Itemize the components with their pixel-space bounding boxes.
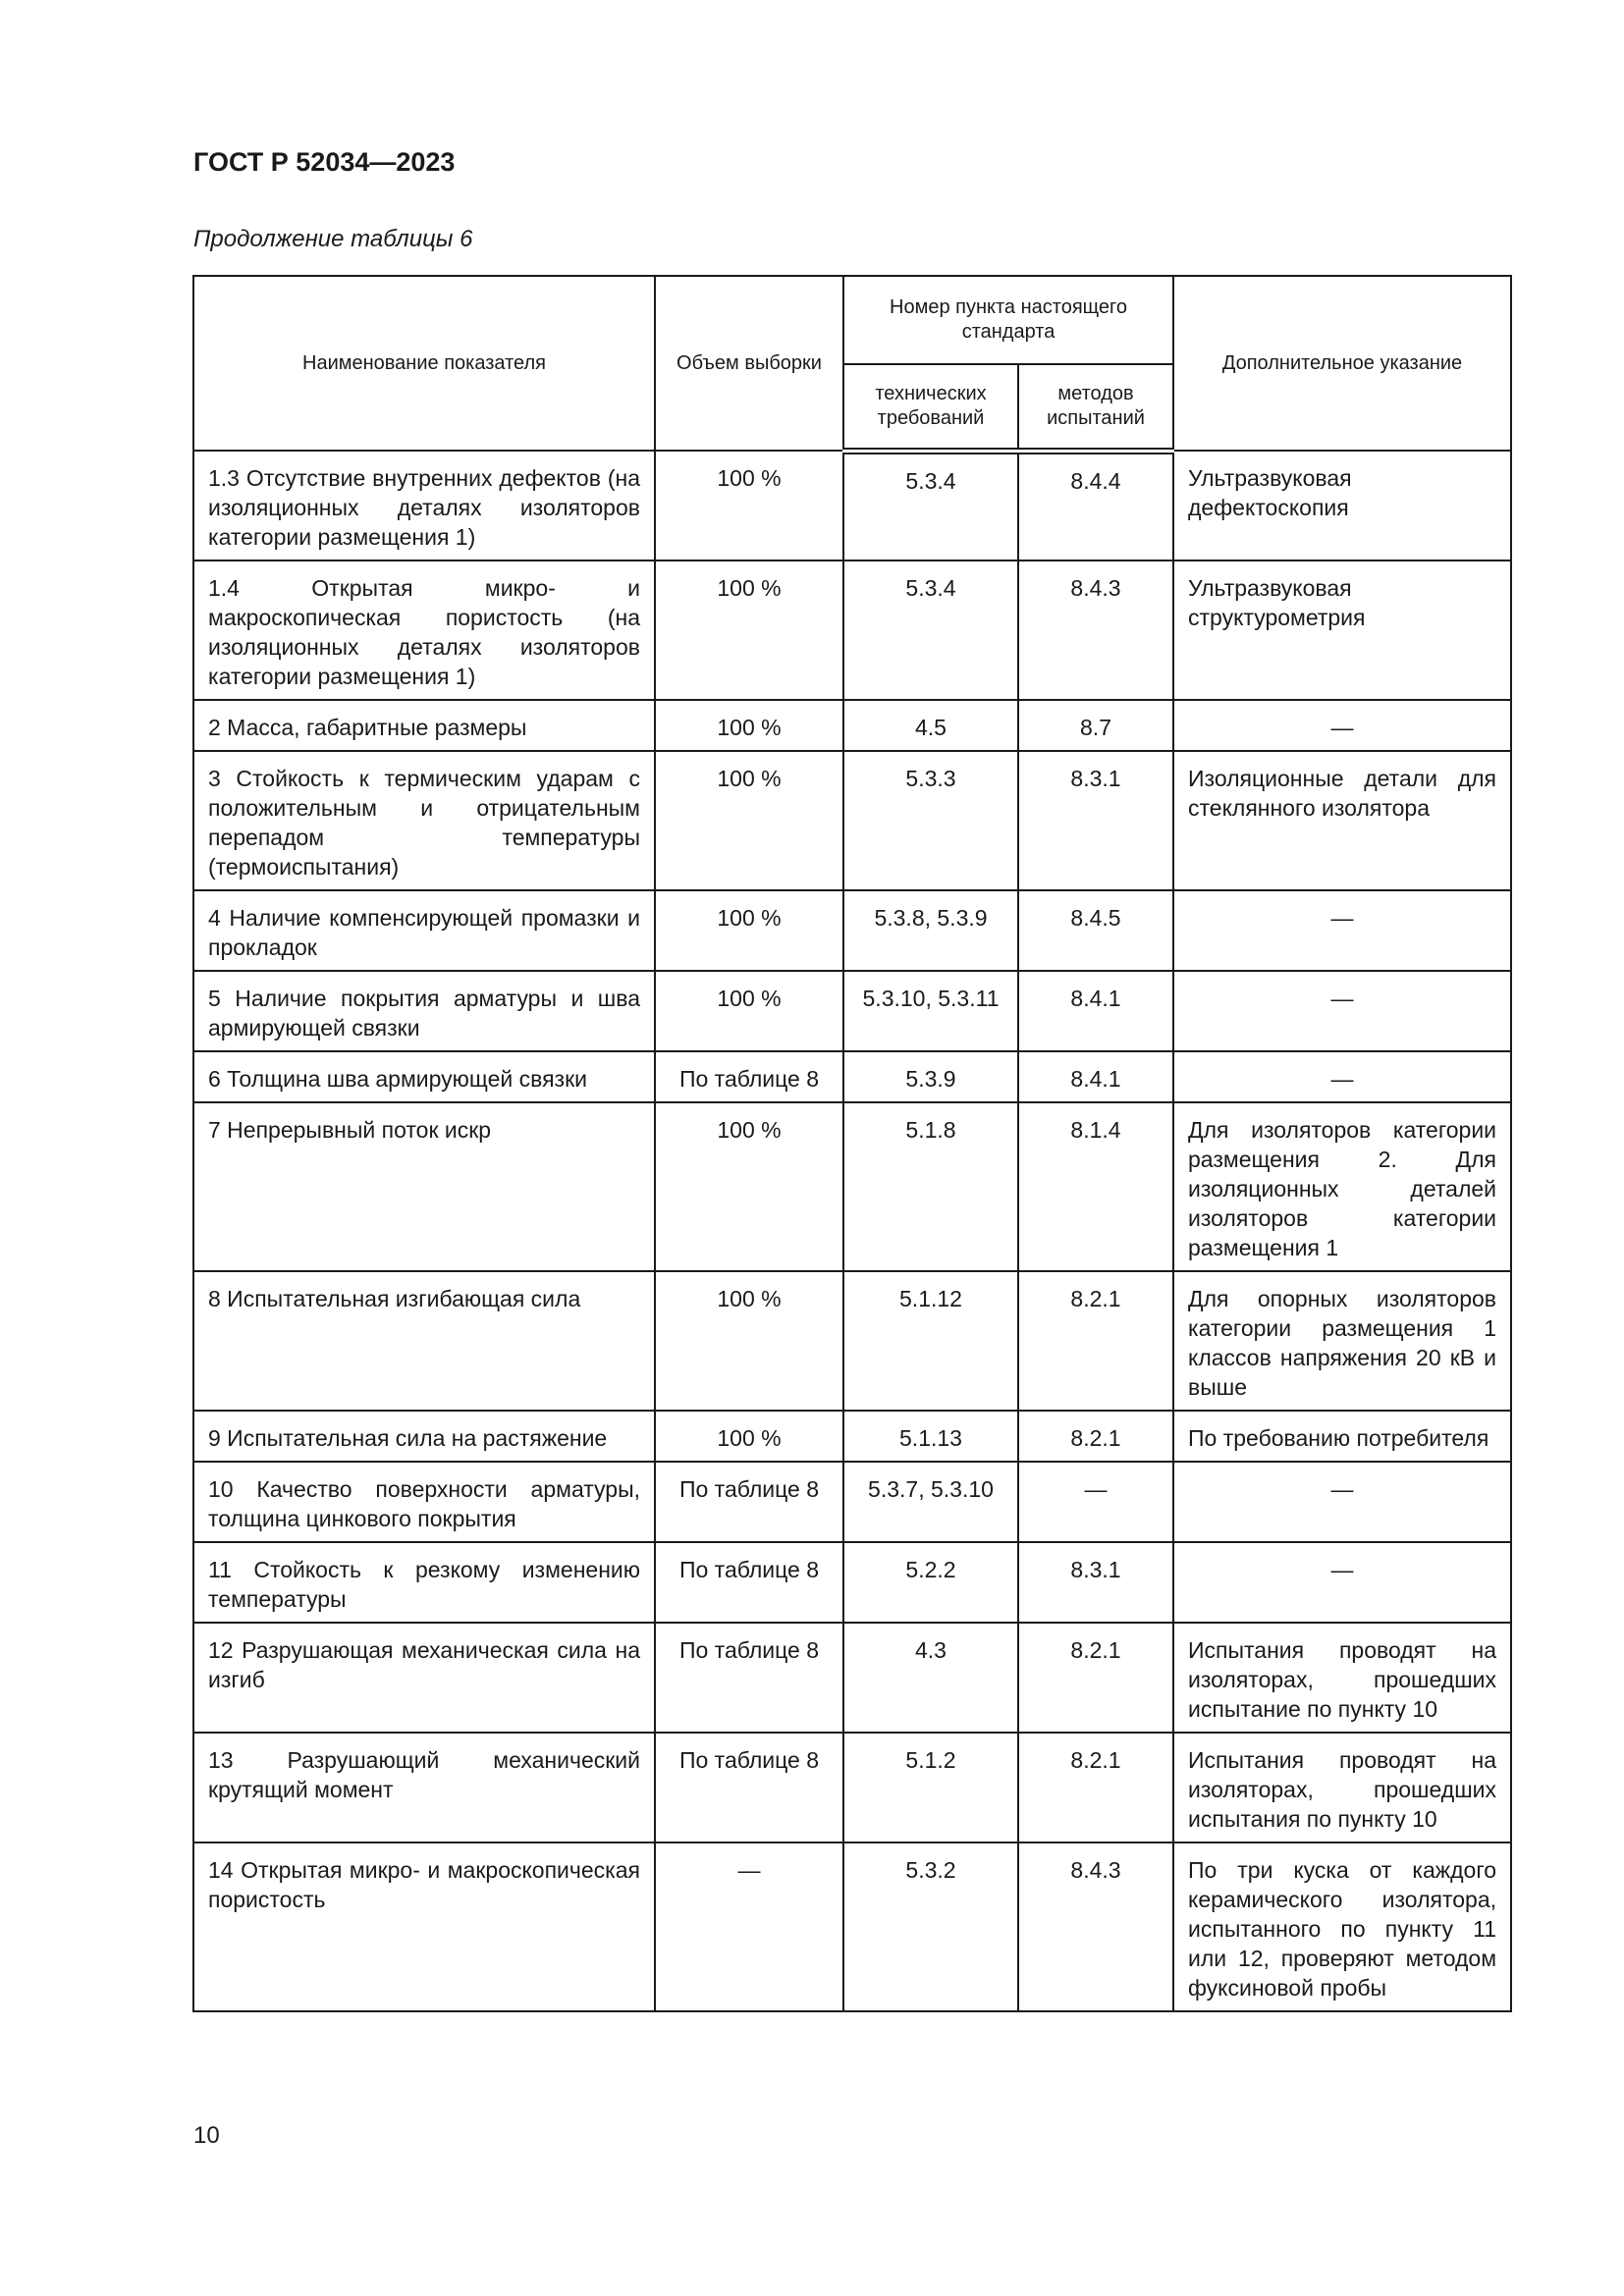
table-row [193, 700, 1511, 751]
cell-sample: 100 % [655, 751, 843, 890]
cell-sample: 100 % [655, 971, 843, 1051]
cell-note: Изоляционные детали для стеклянного изолятора [1173, 751, 1511, 890]
cell-tech: 5.1.8 [843, 1102, 1018, 1271]
table-caption: Продолжение таблицы 6 [193, 226, 473, 252]
cell-note: Ультразвуковая структурометрия [1173, 561, 1511, 700]
cell-sample: 100 % [655, 451, 843, 561]
cell-tech: 5.3.4 [843, 561, 1018, 700]
cell-method: 8.4.3 [1018, 561, 1173, 700]
cell-name: 4 Наличие компенсирующей промазки и прокладок [193, 890, 655, 971]
cell-sample: — [655, 1842, 843, 2011]
table-row [193, 1462, 1511, 1542]
cell-sample: По таблице 8 [655, 1623, 843, 1733]
header-method: методов испытаний [1018, 364, 1173, 451]
cell-tech: 5.2.2 [843, 1542, 1018, 1623]
cell-method: 8.4.3 [1018, 1842, 1173, 2011]
cell-note: — [1173, 1462, 1511, 1542]
cell-method: 8.2.1 [1018, 1271, 1173, 1411]
cell-method: 8.2.1 [1018, 1411, 1173, 1462]
cell-name: 2 Масса, габаритные размеры [193, 700, 655, 751]
cell-note: Ультразвуковая дефектоскопия [1173, 451, 1511, 561]
cell-name: 13 Разрушающий механический крутящий момент [193, 1733, 655, 1842]
cell-note: — [1173, 890, 1511, 971]
cell-name: 6 Толщина шва армирующей связки [193, 1051, 655, 1102]
cell-note: — [1173, 1051, 1511, 1102]
cell-note: Испытания проводят на изоляторах, прошедших испытание по пункту 10 [1173, 1623, 1511, 1733]
table-body [193, 451, 1511, 2011]
table-row [193, 1623, 1511, 1733]
cell-method: 8.4.4 [1018, 451, 1173, 561]
cell-name: 5 Наличие покрытия арматуры и шва армирующей связки [193, 971, 655, 1051]
cell-sample: По таблице 8 [655, 1542, 843, 1623]
cell-name: 1.3 Отсутствие внутренних дефектов (на изоляционных деталях изоляторов категории размещения 1) [193, 451, 655, 561]
cell-sample: По таблице 8 [655, 1462, 843, 1542]
cell-tech: 5.1.12 [843, 1271, 1018, 1411]
document-title: ГОСТ Р 52034—2023 [193, 147, 456, 177]
cell-sample: 100 % [655, 890, 843, 971]
table-row [193, 1051, 1511, 1102]
cell-note: Для опорных изоляторов категории размещения 1 классов напряжения 20 кВ и выше [1173, 1271, 1511, 1411]
cell-method: — [1018, 1462, 1173, 1542]
cell-name: 9 Испытательная сила на растяжение [193, 1411, 655, 1462]
cell-tech: 5.1.2 [843, 1733, 1018, 1842]
cell-name: 1.4 Открытая микро- и макроскопическая пористость (на изоляционных деталях изоляторов категории размещения 1) [193, 561, 655, 700]
cell-name: 12 Разрушающая механическая сила на изгиб [193, 1623, 655, 1733]
cell-tech: 5.3.2 [843, 1842, 1018, 2011]
table-row [193, 751, 1511, 890]
specification-table [192, 275, 1512, 2012]
table-row [193, 890, 1511, 971]
cell-name: 7 Непрерывный поток искр [193, 1102, 655, 1271]
cell-name: 3 Стойкость к термическим ударам с положительным и отрицательным перепадом температуры (термоиспытания) [193, 751, 655, 890]
cell-name: 11 Стойкость к резкому изменению температуры [193, 1542, 655, 1623]
table-row [193, 1842, 1511, 2011]
cell-note: По три куска от каждого керамического изолятора, испытанного по пункту 11 или 12, проверяют методом фуксиновой пробы [1173, 1842, 1511, 2011]
cell-tech: 5.3.7, 5.3.10 [843, 1462, 1018, 1542]
cell-method: 8.3.1 [1018, 751, 1173, 890]
cell-note: — [1173, 1542, 1511, 1623]
cell-note: Для изоляторов категории размещения 2. Для изоляционных деталей изоляторов категории размещения 1 [1173, 1102, 1511, 1271]
header-sample: Объем выборки [655, 276, 843, 451]
table-row [193, 451, 1511, 561]
cell-sample: 100 % [655, 700, 843, 751]
cell-tech: 5.3.9 [843, 1051, 1018, 1102]
table-row [193, 561, 1511, 700]
cell-sample: 100 % [655, 561, 843, 700]
cell-method: 8.2.1 [1018, 1623, 1173, 1733]
table-row [193, 1542, 1511, 1623]
cell-method: 8.4.5 [1018, 890, 1173, 971]
cell-method: 8.3.1 [1018, 1542, 1173, 1623]
cell-name: 10 Качество поверхности арматуры, толщина цинкового покрытия [193, 1462, 655, 1542]
table-row [193, 1102, 1511, 1271]
header-name: Наименование показателя [193, 276, 655, 451]
cell-note: Испытания проводят на изоляторах, прошедших испытания по пункту 10 [1173, 1733, 1511, 1842]
cell-note: По требованию потребителя [1173, 1411, 1511, 1462]
cell-method: 8.4.1 [1018, 1051, 1173, 1102]
header-note: Дополнительное указание [1173, 276, 1511, 451]
cell-method: 8.2.1 [1018, 1733, 1173, 1842]
cell-note: — [1173, 971, 1511, 1051]
cell-tech: 5.3.10, 5.3.11 [843, 971, 1018, 1051]
cell-sample: По таблице 8 [655, 1733, 843, 1842]
table-row [193, 971, 1511, 1051]
cell-name: 14 Открытая микро- и макроскопическая пористость [193, 1842, 655, 2011]
cell-name: 8 Испытательная изгибающая сила [193, 1271, 655, 1411]
cell-tech: 4.5 [843, 700, 1018, 751]
table-header [193, 276, 1511, 451]
page-number: 10 [193, 2122, 220, 2149]
cell-sample: 100 % [655, 1411, 843, 1462]
cell-note: — [1173, 700, 1511, 751]
cell-tech: 4.3 [843, 1623, 1018, 1733]
cell-method: 8.1.4 [1018, 1102, 1173, 1271]
cell-tech: 5.3.3 [843, 751, 1018, 890]
cell-method: 8.4.1 [1018, 971, 1173, 1051]
cell-sample: По таблице 8 [655, 1051, 843, 1102]
cell-tech: 5.1.13 [843, 1411, 1018, 1462]
cell-tech: 5.3.8, 5.3.9 [843, 890, 1018, 971]
cell-sample: 100 % [655, 1271, 843, 1411]
table-row [193, 1411, 1511, 1462]
header-clause: Номер пункта настоящего стандарта [843, 276, 1173, 364]
header-tech: технических требований [843, 364, 1018, 451]
table-row [193, 1271, 1511, 1411]
cell-sample: 100 % [655, 1102, 843, 1271]
cell-method: 8.7 [1018, 700, 1173, 751]
table-row [193, 1733, 1511, 1842]
cell-tech: 5.3.4 [843, 451, 1018, 561]
